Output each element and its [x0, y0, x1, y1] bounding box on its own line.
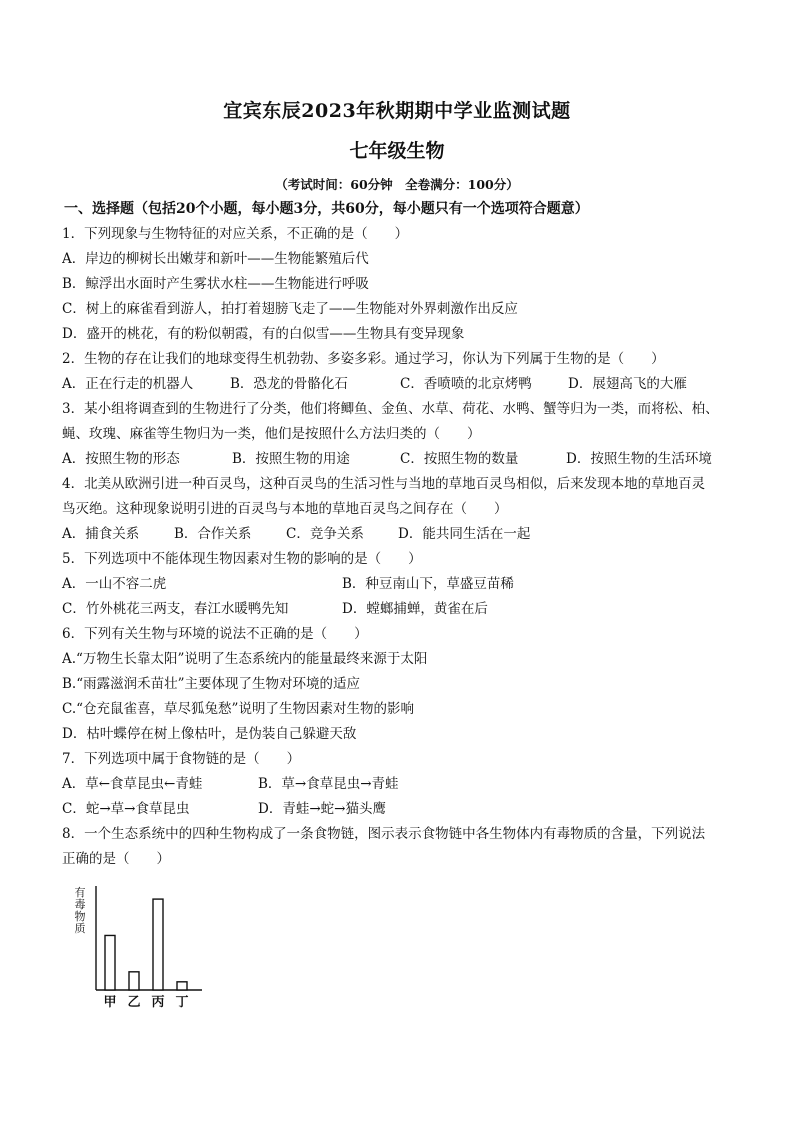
- question-6-option-c: C.“仓充鼠雀喜，草尽狐兔愁”说明了生物因素对生物的影响: [62, 701, 414, 717]
- question-3-stem-line1: 3．某小组将调查到的生物进行了分类，他们将鲫鱼、金鱼、水草、荷花、水鸭、蟹等归为一类，而将松、柏、: [62, 401, 719, 417]
- section-heading: 一、选择题（包括20个小题，每小题3分，共60分，每小题只有一个选项符合题意）: [64, 201, 589, 217]
- question-1-stem: 1．下列现象与生物特征的对应关系，不正确的是（ ）: [62, 226, 409, 242]
- question-2-options: [62, 372, 742, 397]
- question-5-option-c: C．竹外桃花三两支，春江水暖鸭先知: [62, 601, 289, 617]
- question-5-option-a: A．一山不容二虎: [62, 576, 167, 592]
- question-7-options-ab: [62, 772, 742, 797]
- toxin-bar-chart: [70, 882, 210, 1012]
- question-7-option-b: B．草→食草昆虫→青蛙: [258, 776, 399, 792]
- x-tick-label: 丙: [151, 995, 165, 1010]
- question-5-options-ab: [62, 572, 742, 597]
- question-2-option-a: A．正在行走的机器人: [62, 376, 194, 392]
- exam-title: 宜宾东辰2023年秋期期中学业监测试题: [223, 100, 571, 122]
- exam-info: （考试时间：60分钟 全卷满分：100分）: [275, 177, 519, 192]
- question-7-option-c: C．蛇→草→食草昆虫: [62, 801, 190, 817]
- question-4-options: [62, 522, 742, 547]
- question-3-option-a: A．按照生物的形态: [62, 451, 180, 467]
- bar-2: [129, 972, 139, 990]
- question-8-stem-line1: 8．一个生态系统中的四种生物构成了一条食物链，图示表示食物链中各生物体内有毒物质的含量，下列说法: [62, 826, 706, 842]
- question-4-option-d: D．能共同生活在一起: [398, 526, 531, 542]
- questions-body: [62, 222, 742, 872]
- question-4-option-c: C．竞争关系: [286, 526, 364, 542]
- question-3-options: [62, 447, 742, 472]
- question-7-stem: 7．下列选项中属于食物链的是（ ）: [62, 751, 301, 767]
- question-2-stem: 2．生物的存在让我们的地球变得生机勃勃、多姿多彩。通过学习，你认为下列属于生物的是（ ）: [62, 351, 665, 367]
- bar-4: [177, 982, 187, 990]
- question-6-option-b: B.“雨露滋润禾苗壮”主要体现了生物对环境的适应: [62, 676, 361, 692]
- question-5-option-b: B．种豆南山下，草盛豆苗稀: [342, 576, 514, 592]
- y-axis-label-char: 物: [74, 910, 86, 923]
- question-3-option-d: D．按照生物的生活环境: [566, 451, 712, 467]
- y-axis-label-char: 毒: [74, 898, 86, 911]
- question-1-option-c: C．树上的麻雀看到游人，拍打着翅膀飞走了——生物能对外界刺激作出反应: [62, 301, 518, 317]
- x-tick-label: 乙: [127, 995, 141, 1010]
- question-4-option-a: A．捕食关系: [62, 526, 140, 542]
- question-1-option-b: B．鲸浮出水面时产生雾状水柱——生物能进行呼吸: [62, 276, 369, 292]
- bar-1: [105, 935, 115, 990]
- exam-subtitle: 七年级生物: [349, 140, 445, 162]
- question-7-options-cd: [62, 797, 742, 822]
- question-1-option-d: D．盛开的桃花，有的粉似朝霞，有的白似雪——生物具有变异现象: [62, 326, 465, 342]
- x-tick-label: 丁: [175, 995, 189, 1010]
- question-3-option-b: B．按照生物的用途: [232, 451, 350, 467]
- question-5-stem: 5．下列选项中不能体现生物因素对生物的影响的是（ ）: [62, 551, 422, 567]
- question-4-stem-line1: 4．北美从欧洲引进一种百灵鸟，这种百灵鸟的生活习性与当地的草地百灵鸟相似，后来发现本地的草地百灵: [62, 476, 706, 492]
- question-3-stem-line2: 蝇、玫瑰、麻雀等生物归为一类，他们是按照什么方法归类的（ ）: [62, 426, 481, 442]
- question-2-option-c: C．香喷喷的北京烤鸭: [400, 376, 532, 392]
- question-8-stem-line2: 正确的是（ ）: [62, 851, 170, 867]
- question-2-option-d: D．展翅高飞的大雁: [568, 376, 687, 392]
- question-7-option-a: A．草←食草昆虫←青蛙: [62, 776, 203, 792]
- question-3-option-c: C．按照生物的数量: [400, 451, 519, 467]
- y-axis-label-char: 有: [74, 886, 86, 899]
- question-5-options-cd: [62, 597, 742, 622]
- question-2-option-b: B．恐龙的骨骼化石: [230, 376, 348, 392]
- question-6-option-a: A.“万物生长靠太阳”说明了生态系统内的能量最终来源于太阳: [62, 651, 428, 667]
- question-1-option-a: A．岸边的柳树长出嫩芽和新叶——生物能繁殖后代: [62, 251, 369, 267]
- bar-3: [153, 899, 163, 990]
- question-6-option-d: D．枯叶蝶停在树上像枯叶，是伪装自己躲避天敌: [62, 726, 357, 742]
- question-6-stem: 6．下列有关生物与环境的说法不正确的是（ ）: [62, 626, 368, 642]
- question-4-stem-line2: 鸟灭绝。这种现象说明引进的百灵鸟与本地的草地百灵鸟之间存在（ ）: [62, 501, 508, 517]
- question-5-option-d: D．螳螂捕蝉，黄雀在后: [342, 601, 488, 617]
- y-axis-label-char: 质: [74, 922, 86, 935]
- question-4-option-b: B．合作关系: [174, 526, 252, 542]
- x-tick-label: 甲: [103, 995, 117, 1010]
- question-7-option-d: D．青蛙→蛇→猫头鹰: [258, 801, 386, 817]
